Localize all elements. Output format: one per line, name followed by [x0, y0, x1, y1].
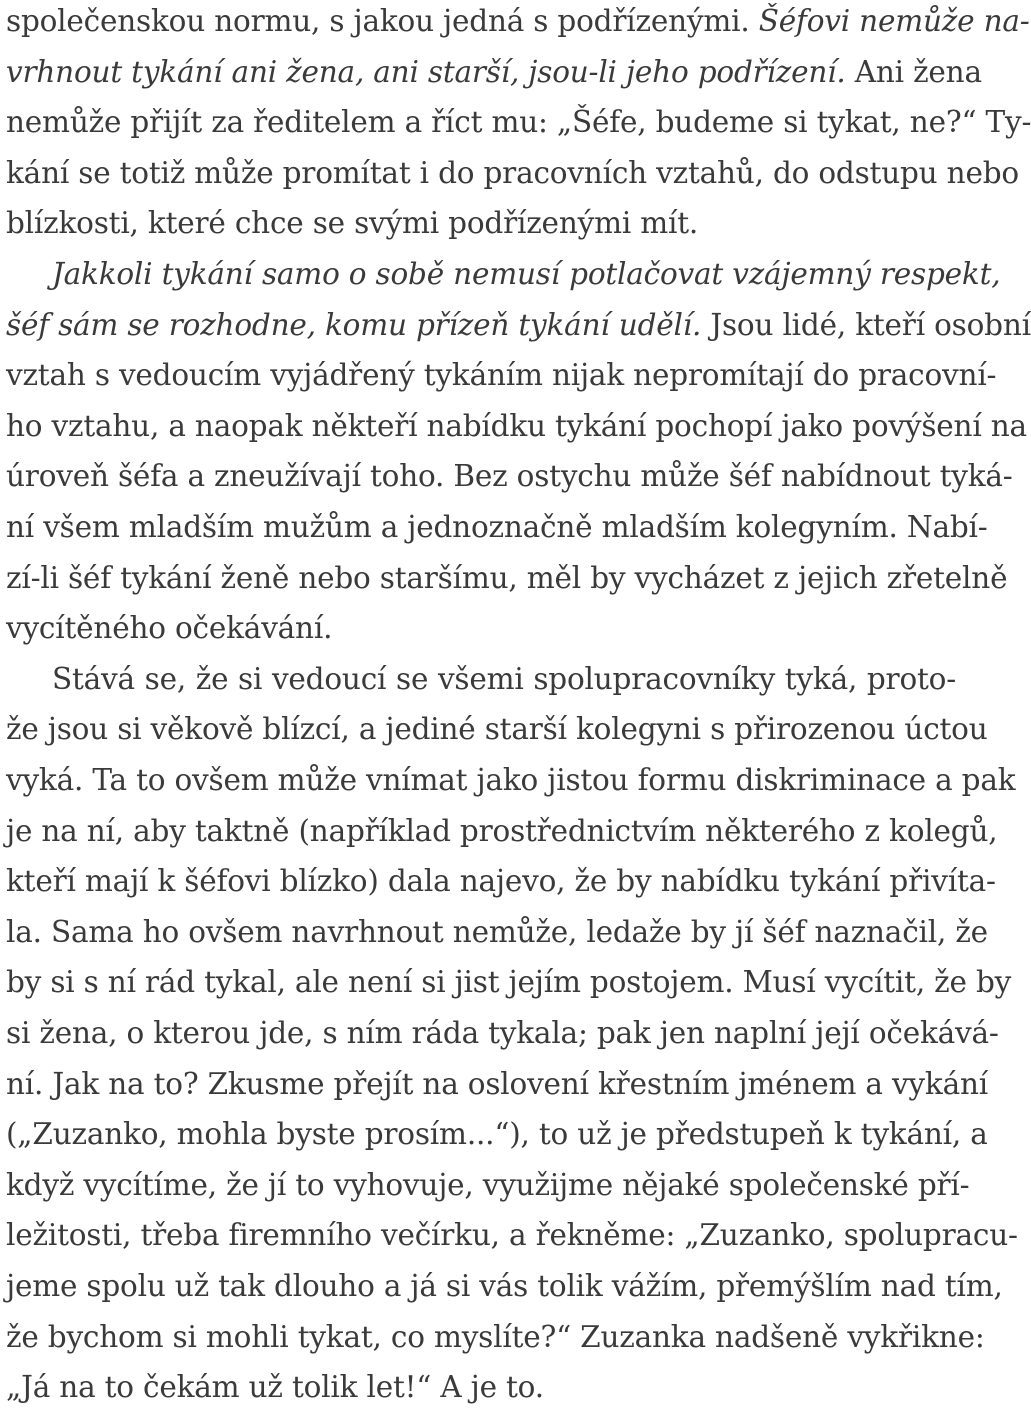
text-line	[6, 1261, 1003, 1311]
text-run: ní. Jak na to? Zkusme přejít na oslovení křestním jménem a vykání	[6, 1066, 988, 1101]
text-run: společenskou normu, s jakou jedná s podřízenými.	[6, 4, 759, 38]
text-run: ležitosti, třeba firemního večírku, a řekněme: „Zuzanko, spolupracu-	[6, 1218, 1018, 1253]
text-run: blízkosti, které chce se svými podřízenými mít.	[6, 206, 699, 241]
text-line	[6, 1210, 1018, 1260]
text-run: Stává se, že si vedoucí se všemi spolupracovníky tyká, proto-	[52, 661, 956, 696]
text-run: když vycítíme, že jí to vyhovuje, využijme nějaké společenské pří-	[6, 1167, 970, 1202]
text-line	[6, 97, 1031, 147]
text-run: vycítěného očekávání.	[6, 611, 333, 646]
text-run: že jsou si věkově blízcí, a jediné starší kolegyni s přirozenou úctou	[6, 712, 988, 747]
text-run: jeme spolu už tak dlouho a já si vás tolik vážím, přemýšlím nad tím,	[6, 1269, 1003, 1303]
text-line	[6, 704, 988, 754]
text-line	[6, 603, 956, 653]
text-run: „Já na to čekám už tolik let!“ A je to.	[6, 1370, 544, 1405]
text-line	[6, 451, 1013, 501]
text-line	[6, 1362, 956, 1412]
text-run: Ani žena	[845, 54, 982, 89]
text-line	[6, 957, 1012, 1007]
text-run: („Zuzanko, mohla byste prosím...“), to už je předstupeň k tykání, a	[6, 1117, 988, 1152]
text-run: kteří mají k šéfovi blízko) dala najevo, že by nabídku tykání přivíta-	[6, 864, 996, 899]
text-run: kání se totiž může promítat i do pracovních vztahů, do odstupu nebo	[6, 155, 1019, 190]
text-line	[6, 806, 998, 856]
text-line	[6, 907, 988, 957]
text-run: vztah s vedoucím vyjádřený tykáním nijak nepromítají do pracovní-	[6, 358, 997, 393]
text-line	[6, 350, 997, 400]
text-line	[52, 249, 1001, 299]
text-run: la. Sama ho ovšem navrhnout nemůže, ledaže by jí šéf naznačil, že	[6, 914, 988, 949]
text-run: si žena, o kterou jde, s ním ráda tykala; pak jen naplní její očekává-	[6, 1016, 999, 1050]
text-line	[6, 502, 988, 552]
text-run: zí-li šéf tykání ženě nebo staršímu, měl by vycházet z jejich zřetelně	[6, 560, 1008, 595]
text-line	[6, 148, 1019, 198]
text-line	[6, 300, 1031, 350]
text-run: vyká. Ta to ovšem může vnímat jako jistou formu diskriminace a pak	[6, 763, 1016, 797]
text-run: ní všem mladším mužům a jednoznačně mladším kolegyním. Nabí-	[6, 510, 988, 544]
italic-text: Šéfovi nemůže na-	[758, 4, 1030, 38]
text-run: by si s ní rád tykal, ale není si jist jejím postojem. Musí vycítit, že by	[6, 965, 1012, 1000]
italic-text: šéf sám se rozhodne, komu přízeň tykání udělí.	[6, 307, 702, 342]
text-run: ho vztahu, a naopak někteří nabídku tykání pochopí jako povýšení na	[6, 408, 1027, 443]
italic-text: vrhnout tykání ani žena, ani starší, jsou-li jeho podřízení.	[6, 54, 846, 89]
text-line	[6, 856, 996, 906]
text-line	[6, 553, 1008, 603]
text-line	[6, 1312, 985, 1362]
text-line	[6, 755, 1016, 805]
text-run: Jsou lidé, kteří osobní	[701, 307, 1031, 342]
text-line	[6, 1059, 988, 1109]
text-line	[6, 1160, 970, 1210]
text-line	[52, 654, 956, 704]
text-line	[6, 47, 982, 97]
text-run: úroveň šéfa a zneužívají toho. Bez ostychu může šéf nabídnout tyká-	[6, 459, 1013, 494]
text-run: že bychom si mohli tykat, co myslíte?“ Zuzanka nadšeně vykřikne:	[6, 1319, 985, 1354]
text-line	[6, 0, 1030, 46]
text-run: nemůže přijít za ředitelem a říct mu: „Šéfe, budeme si tykat, ne?“ Ty-	[6, 105, 1031, 140]
text-line	[6, 1109, 988, 1159]
text-line	[6, 1008, 999, 1058]
text-line	[6, 401, 1027, 451]
italic-text: Jakkoli tykání samo o sobě nemusí potlačovat vzájemný respekt,	[52, 257, 1001, 291]
text-run: je na ní, aby taktně (například prostřednictvím některého z kolegů,	[6, 813, 998, 848]
text-line	[6, 198, 956, 248]
